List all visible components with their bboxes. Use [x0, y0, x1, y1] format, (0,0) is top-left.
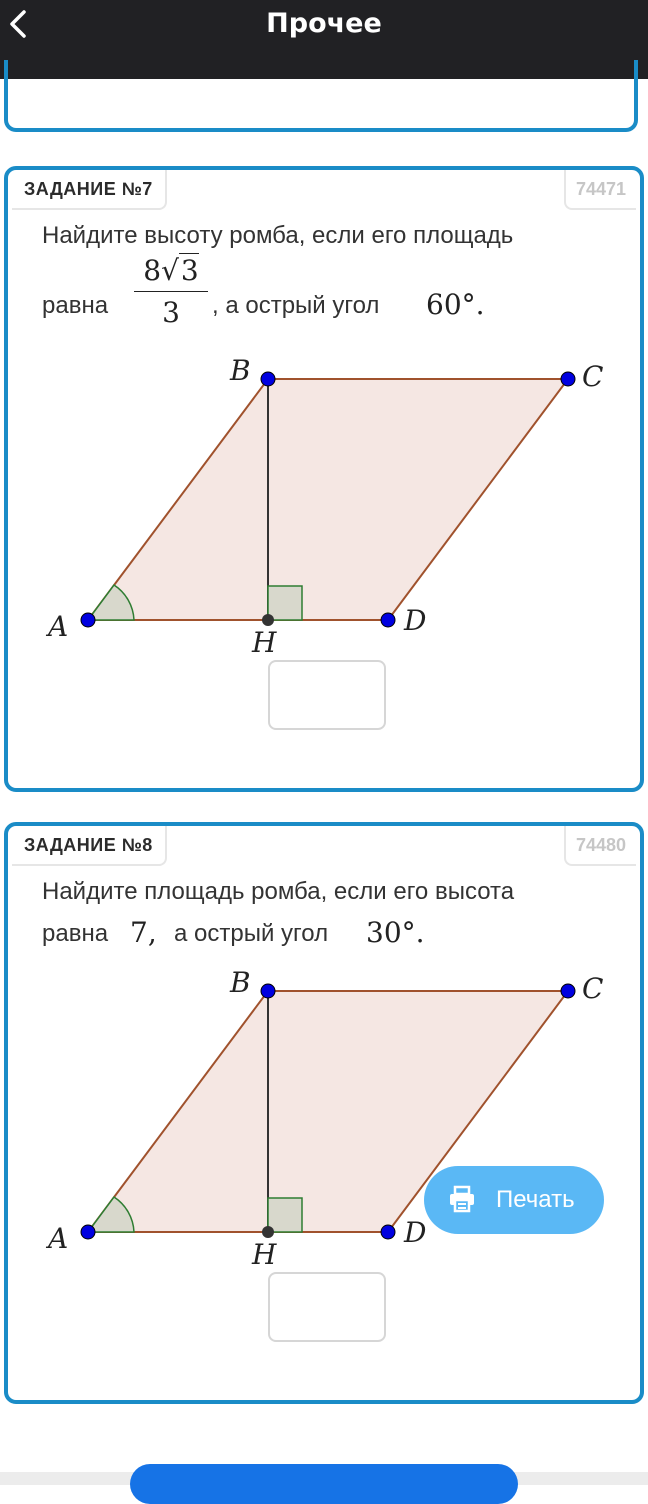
task-statement-line2: [42, 916, 622, 956]
previous-task-card: [4, 60, 638, 132]
fraction-coefficient: 8: [143, 254, 162, 287]
sqrt-sign: √: [161, 254, 179, 287]
label-a: A: [48, 1222, 69, 1255]
task-text-prefix: равна: [42, 920, 109, 947]
vertex-d: [381, 613, 395, 627]
label-h: H: [252, 1238, 277, 1271]
task-card: [4, 822, 644, 1404]
printer-icon: [448, 1185, 476, 1213]
fraction-denominator: 3: [162, 296, 180, 329]
label-h: H: [252, 626, 277, 659]
angle-value: 60°.: [426, 288, 485, 321]
vertex-b: [261, 984, 275, 998]
vertex-a: [81, 613, 95, 627]
fraction-radicand: 3: [180, 254, 199, 287]
bottom-action-button[interactable]: [130, 1464, 518, 1504]
task-text-prefix: равна: [42, 292, 109, 319]
vertex-c: [561, 984, 575, 998]
label-d: D: [404, 604, 427, 637]
vertex-c: [561, 372, 575, 386]
rhombus-figure: [8, 350, 640, 660]
right-angle-mark: [268, 586, 302, 620]
print-button-label: Печать: [496, 1186, 575, 1213]
task-statement: [42, 222, 622, 250]
area-fraction: [134, 254, 208, 329]
vertex-b: [261, 372, 275, 386]
page-title: Прочее: [266, 8, 382, 39]
task-statement: [42, 878, 622, 906]
label-a: A: [48, 610, 69, 643]
task-statement-line2: [42, 254, 622, 344]
angle-value: 30°.: [366, 916, 425, 949]
print-button[interactable]: [424, 1166, 604, 1234]
vertex-d: [381, 1225, 395, 1239]
label-d: D: [404, 1216, 427, 1249]
task-id[interactable]: 74471: [564, 170, 636, 210]
task-card: [4, 166, 644, 792]
answer-input[interactable]: [268, 1272, 386, 1342]
answer-input[interactable]: [268, 660, 386, 730]
height-value: 7,: [130, 916, 157, 949]
task-number: ЗАДАНИЕ №7: [12, 170, 167, 210]
right-angle-mark: [268, 1198, 302, 1232]
label-b: B: [230, 354, 251, 387]
task-text-line: Найдите высоту ромба, если его площадь: [42, 222, 514, 249]
task-text-mid: , а острый угол: [212, 292, 380, 319]
task-number: ЗАДАНИЕ №8: [12, 826, 167, 866]
point-h: [262, 614, 274, 626]
task-text-line: Найдите площадь ромба, если его высота: [42, 878, 515, 905]
label-b: B: [230, 966, 251, 999]
label-c: C: [582, 972, 604, 1005]
task-id[interactable]: 74480: [564, 826, 636, 866]
vertex-a: [81, 1225, 95, 1239]
task-text-mid: а острый угол: [174, 920, 329, 947]
point-h: [262, 1226, 274, 1238]
rhombus-fill: [88, 379, 568, 620]
label-c: C: [582, 360, 604, 393]
